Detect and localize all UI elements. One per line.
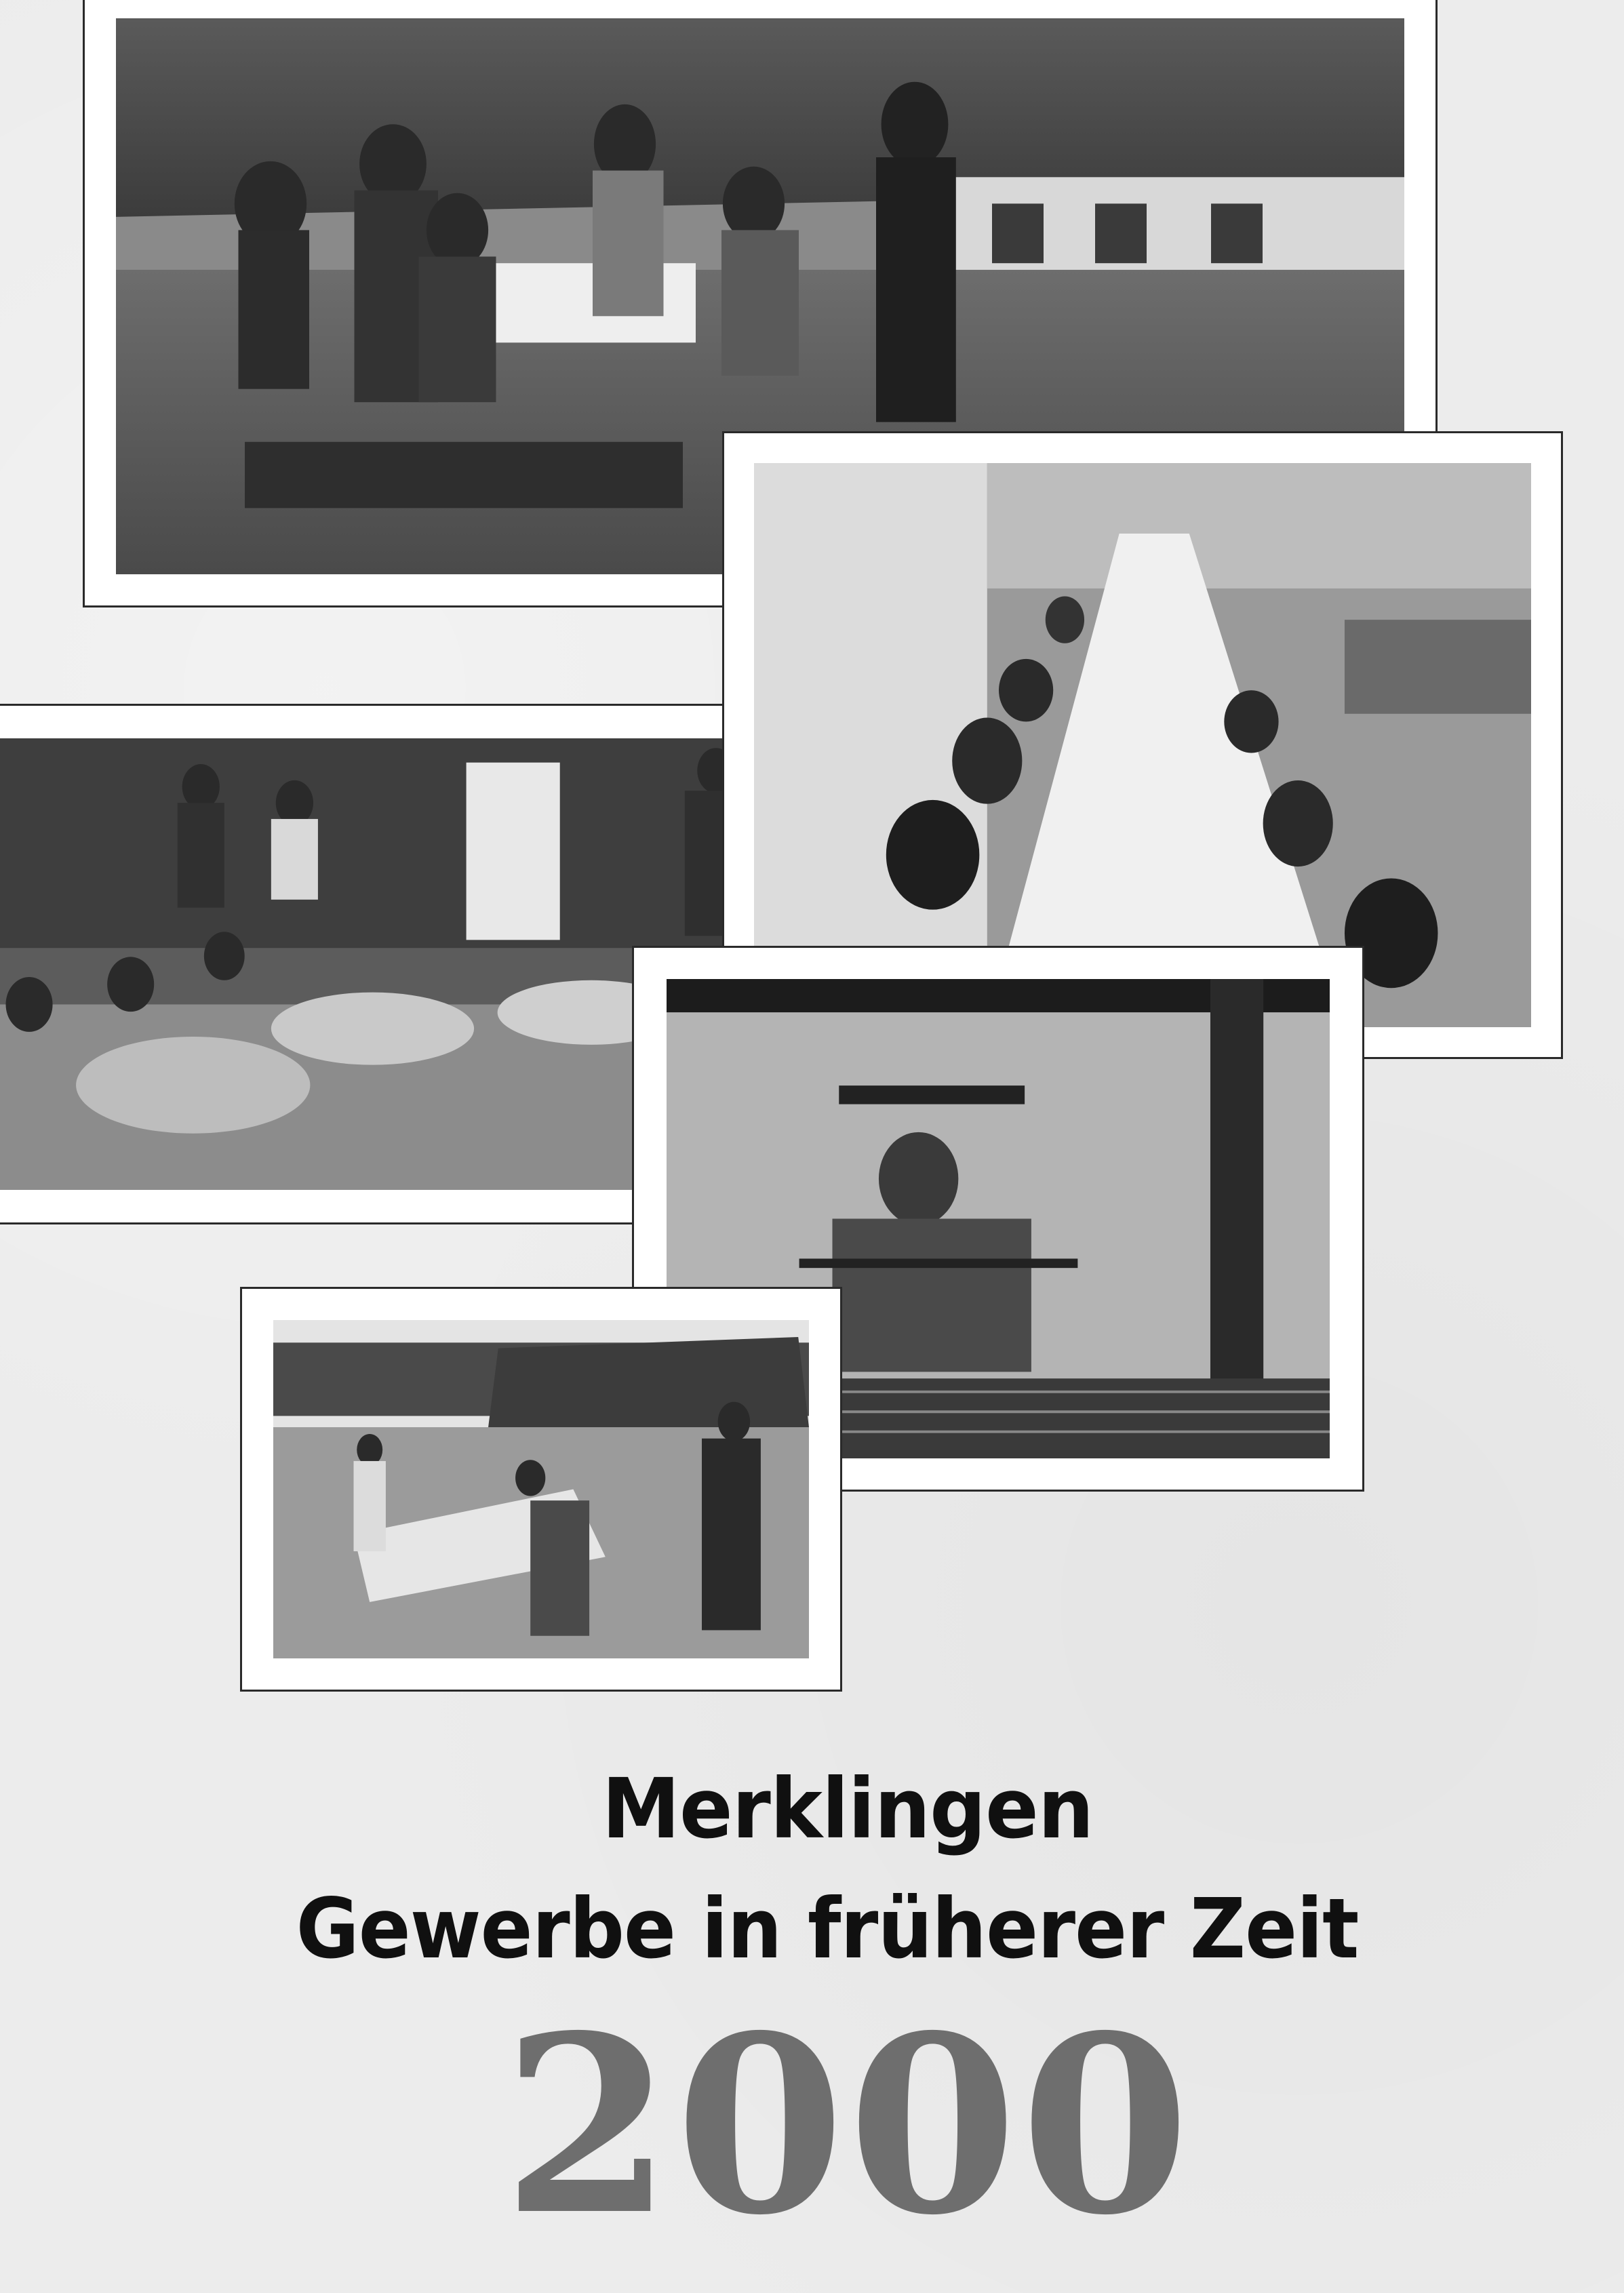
field-work-image — [273, 1320, 809, 1658]
field-work-photo — [240, 1287, 842, 1692]
cover-title-place: Merklingen — [601, 1761, 1094, 1857]
sewing-workshop-image — [754, 463, 1531, 1027]
cover-title-subject: Gewerbe in früherer Zeit — [296, 1881, 1359, 1977]
cover-year: 2000 — [502, 1982, 1193, 2269]
